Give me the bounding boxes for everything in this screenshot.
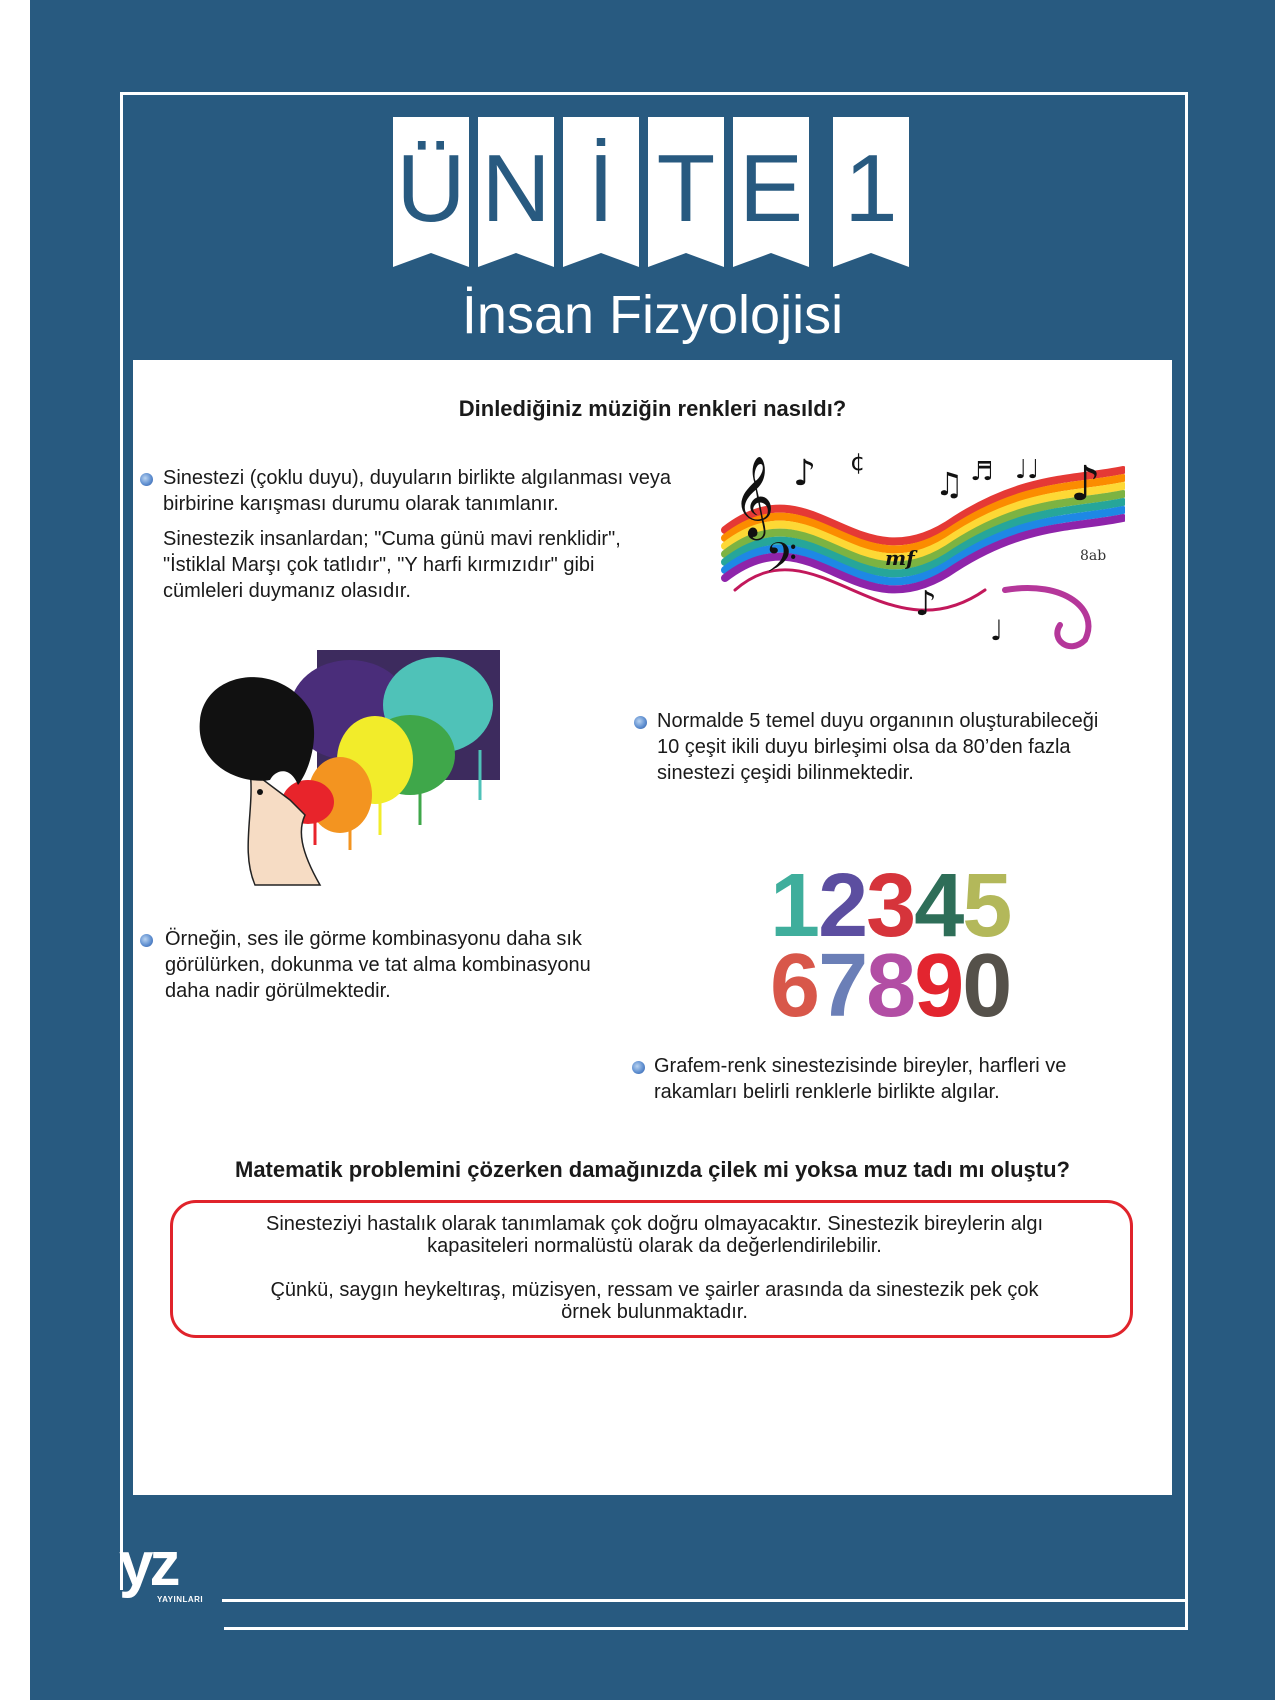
section-heading-2: Matematik problemini çözerken damağınızda çilek mi yoksa muz tadı mı oluştu?	[235, 1157, 1070, 1182]
digit: 0	[962, 936, 1011, 1036]
colored-digits-row-1	[770, 856, 1011, 956]
digit: 1	[770, 856, 819, 956]
unit-letter: 1	[844, 135, 898, 242]
unit-title	[393, 117, 913, 267]
svg-text:♪: ♪	[1070, 456, 1101, 512]
paragraph-grapheme-color: Grafem-renk sinestezisinde bireyler, harfleri ve rakamları belirli renklerle birlikte algılar.	[654, 1055, 1067, 1103]
unit-letter: Ü	[396, 135, 466, 242]
synesthesia-person-illustration	[180, 650, 540, 890]
bullet-icon	[634, 716, 647, 729]
svg-text:𝄞: 𝄞	[733, 455, 775, 537]
callout-text: Çünkü, saygın heykeltıraş, müzisyen, ressam ve şairler arasında da sinestezik pek çok	[270, 1279, 1039, 1301]
unit-letter-tile	[393, 117, 469, 267]
digit: 7	[818, 936, 867, 1036]
unit-letter: N	[481, 135, 551, 242]
digit: 3	[866, 856, 915, 956]
unit-letter-tile	[563, 117, 639, 267]
digit: 5	[962, 856, 1011, 956]
svg-text:♪: ♪	[793, 453, 816, 494]
svg-text:♩♩: ♩♩	[1015, 455, 1040, 485]
digit: 2	[818, 856, 867, 956]
unit-letter-tile	[733, 117, 809, 267]
unit-letter-tile	[648, 117, 724, 267]
svg-text:𝄢: 𝄢	[765, 534, 798, 592]
svg-text:♫: ♫	[935, 465, 964, 503]
unit-letter-tile	[833, 117, 909, 267]
svg-text:♬: ♬	[970, 457, 994, 487]
logo-subtext: YAYINLARI	[157, 1595, 204, 1604]
bullet-icon	[140, 473, 153, 486]
unit-letter: E	[738, 135, 804, 242]
colored-digits-row-2	[770, 936, 1011, 1036]
music-rainbow-illustration	[705, 440, 1125, 660]
unit-subtitle: İnsan Fizyolojisi	[461, 285, 844, 345]
svg-text:mf: mf	[885, 546, 915, 570]
svg-text:♪: ♪	[915, 584, 937, 624]
digit: 6	[770, 936, 819, 1036]
unit-letter: T	[656, 135, 716, 242]
bullet-icon	[632, 1061, 645, 1074]
svg-text:8ab: 8ab	[1080, 548, 1107, 564]
unit-letter-tile	[478, 117, 554, 267]
svg-text:♩: ♩	[990, 614, 1004, 647]
bullet-icon	[140, 934, 153, 947]
callout-box	[170, 1200, 1133, 1338]
digit: 8	[866, 936, 915, 1036]
paragraph-combinations: Normalde 5 temel duyu organının oluşturabileceği 10 çeşit ikili duyu birleşimi olsa da 80’den fazla sinestezi çeşidi bilinmektedir.	[657, 710, 1099, 784]
callout-text: Sinesteziyi hastalık olarak tanımlamak çok doğru olmayacaktır. Sinestezik bireylerin algı	[265, 1213, 1043, 1235]
unit-letter: İ	[587, 135, 615, 242]
digit: 9	[914, 936, 963, 1036]
section-heading: Dinlediğiniz müziğin renkleri nasıldı?	[458, 396, 847, 421]
paragraph-examples: Sinestezik insanlardan; "Cuma günü mavi renklidir", "İstiklal Marşı çok tatlıdır", "Y harfi kırmızıdır" gibi cümleleri duymanız olasıdır.	[163, 528, 621, 602]
paragraph-synesthesia-definition: Sinestezi (çoklu duyu), duyuların birlikte algılanması veya birbirine karışması durumu olarak tanımlanır.	[163, 467, 672, 515]
callout-text: kapasiteleri normalüstü olarak da değerlendirilebilir.	[427, 1235, 882, 1257]
paragraph-example-combination: Örneğin, ses ile görme kombinasyonu daha sık görülürken, dokunma ve tat alma kombinasyonu daha nadir görülmektedir.	[165, 928, 591, 1002]
footer-line	[222, 1599, 1188, 1602]
callout-text: örnek bulunmaktadır.	[561, 1301, 748, 1323]
logo-text: yz	[119, 1530, 177, 1599]
svg-text:¢: ¢	[850, 448, 866, 476]
digit: 4	[914, 856, 963, 956]
